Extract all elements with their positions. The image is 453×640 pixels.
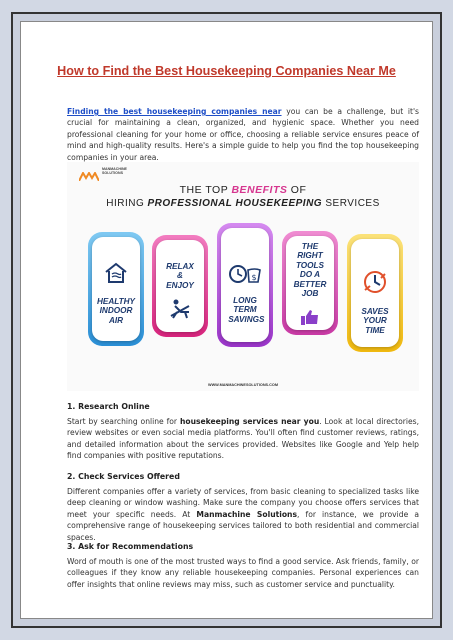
card-label: RELAX & ENJOY: [166, 262, 194, 290]
company-logo: [79, 166, 127, 175]
housekeeping-link[interactable]: Finding the best housekeeping companies near: [67, 107, 282, 116]
section-heading-3: 3. Ask for Recommendations: [67, 542, 194, 551]
lounge-chair-icon: [167, 298, 193, 324]
section-paragraph-3: Word of mouth is one of the most trusted ways to find a good service. Ask friends, family, or colleagues if they know any reliable housekeeping companies. Personal experiences can offer insights that online reviews may miss, such as customer service and punctuality.: [67, 557, 419, 589]
document-title: How to Find the Best Housekeeping Companies Near Me: [57, 64, 396, 78]
benefit-card-healthy-air: [88, 232, 144, 346]
section-heading-2: 2. Check Services Offered: [67, 472, 180, 481]
card-label: THE RIGHT TOOLS DO A BETTER JOB: [293, 242, 327, 299]
benefit-card-relax: [152, 235, 208, 337]
section-paragraph-1: Start by searching online for housekeeping services near you. Look at local directories, review websites or even social media platforms. You'll often find customer reviews, ratings, and detailed information about the services provided. Websites like Google and Yelp help find companies with positive reputations.: [67, 417, 420, 461]
logo-line-2: SOLUTIONS: [102, 170, 123, 175]
logo-icon: [79, 166, 99, 175]
house-air-icon: [103, 261, 129, 289]
card-label: LONG TERM SAVINGS: [228, 296, 265, 324]
clock-money-icon: [228, 262, 262, 288]
benefit-card-time: [347, 234, 403, 352]
card-label: SAVES YOUR TIME: [361, 307, 389, 335]
benefits-infographic: [67, 162, 419, 391]
card-label: HEALTHY INDOOR AIR: [96, 297, 136, 325]
benefit-cards: [67, 218, 419, 376]
intro-text: you can be a challenge, but it's crucial for maintaining a clean, organized, and hygienic space. Whether you need professional cleaning for your home or office, choosing a reliable service ensures peace of mind and high-quality results. Here's a simple guide to help you find the top housekeeping companies in your area.: [67, 107, 419, 162]
logo-line-1: MANMACHINE: [102, 166, 127, 171]
website-url: WWW.MANMACHINESOLUTIONS.COM: [207, 383, 279, 387]
page-frame: [11, 12, 442, 628]
document-page: [20, 21, 433, 619]
section-heading-1: 1. Research Online: [67, 402, 150, 411]
thumbs-up-icon: [300, 308, 320, 330]
svg-text:$: $: [251, 273, 257, 282]
time-saving-icon: [362, 269, 388, 299]
section-paragraph-2: Different companies offer a variety of services, from basic cleaning to specialized tasks like deep cleaning or window washing. Make sure the company you choose offers services that meet your specific needs. At Manmachine Solutions, for instance, we provide a comprehensive range of housekeeping services tailored to both residential and commercial spaces.: [67, 487, 420, 542]
benefit-card-tools: [282, 231, 338, 335]
benefit-card-savings: [217, 223, 273, 347]
infographic-heading-1: THE TOP BENEFITS OF: [179, 184, 307, 196]
intro-paragraph: [67, 106, 419, 163]
infographic-heading-2: HIRING PROFESSIONAL HOUSEKEEPING SERVICES: [106, 198, 380, 209]
